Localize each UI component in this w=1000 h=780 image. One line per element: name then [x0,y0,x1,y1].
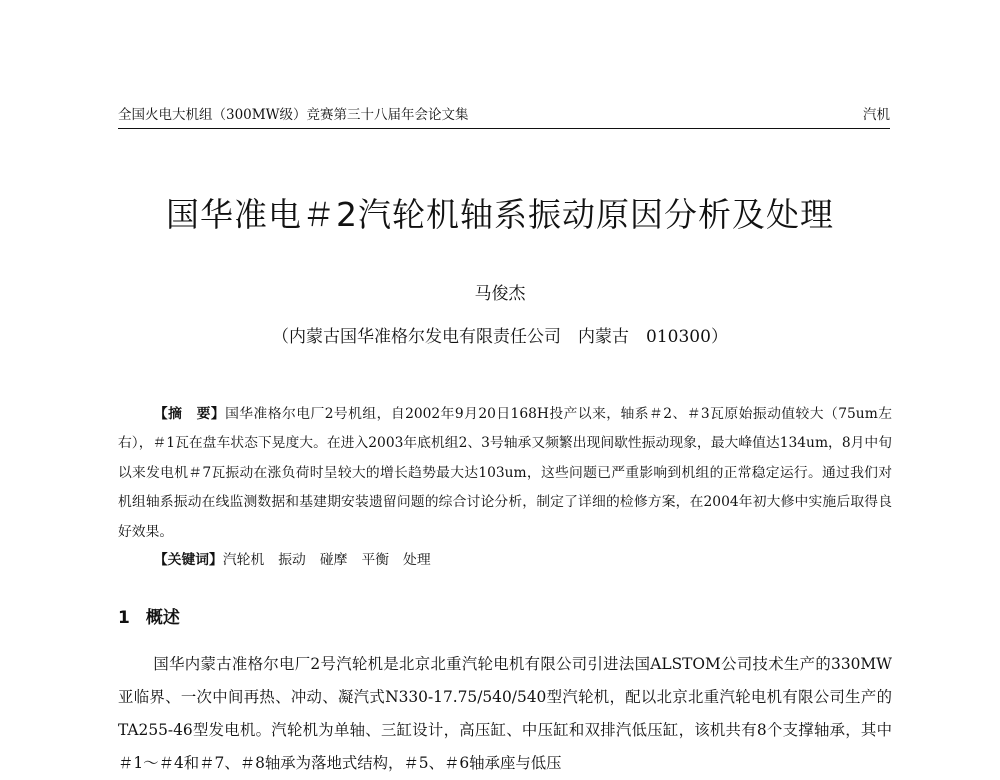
running-header-proceedings: 全国火电大机组（300MW级）竞赛第三十八届年会论文集 [118,107,469,123]
header-rule [118,128,890,129]
abstract-label: 【摘 要】 [153,406,226,422]
author-affiliation: （内蒙古国华准格尔发电有限责任公司 内蒙古 010300） [272,327,728,347]
keyword: 碰摩 [319,552,348,568]
keyword: 汽轮机 [222,552,265,568]
running-header-section: 汽机 [863,107,890,123]
abstract [118,400,892,547]
keyword: 平衡 [361,552,390,568]
section-number: 1 [118,608,130,628]
keyword: 处理 [403,552,431,568]
running-header [118,103,890,127]
section-title: 概述 [145,608,180,628]
keyword: 振动 [278,552,306,568]
section-heading-overview [118,603,180,633]
section-body-paragraph: 国华内蒙古准格尔电厂2号汽轮机是北京北重汽轮电机有限公司引进法国ALSTOM公司技术生产的330MW亚临界、一次中间再热、冲动、凝汽式N330-17.75/540/540型汽轮机，配以北京北重汽轮电机有限公司生产的TA255-46型发电机。汽轮机为单轴、三缸设计，高压缸、中压缸和双排汽低压缸，该机共有8个支撑轴承，其中＃1～＃4和＃7、＃8轴承为落地式结构，＃5、＃6轴承座与低压 [118,655,892,772]
keywords-label: 【关键词】 [153,552,223,568]
author-name: 马俊杰 [474,284,526,304]
abstract-text: 国华准格尔电厂2号机组，自2002年9月20日168H投产以来，轴系＃2、＃3瓦原始振动值较大（75um左右），＃1瓦在盘车状态下晃度大。在进入2003年底机组2、3号轴承又频繁出现间歇性振动现象，最大峰值达134um，8月中旬以来发电机＃7瓦振动在涨负荷时呈较大的增长趋势最大达103um，这些问题已严重影响到机组的正常稳定运行。通过我们对机组轴系振动在线监测数据和基建期安装遗留问题的综合讨论分析，制定了详细的检修方案，在2004年初大修中实施后取得良好效果。 [118,406,893,540]
keywords [118,546,892,575]
paper-title: 国华准电＃2汽轮机轴系振动原因分析及处理 [166,195,834,234]
